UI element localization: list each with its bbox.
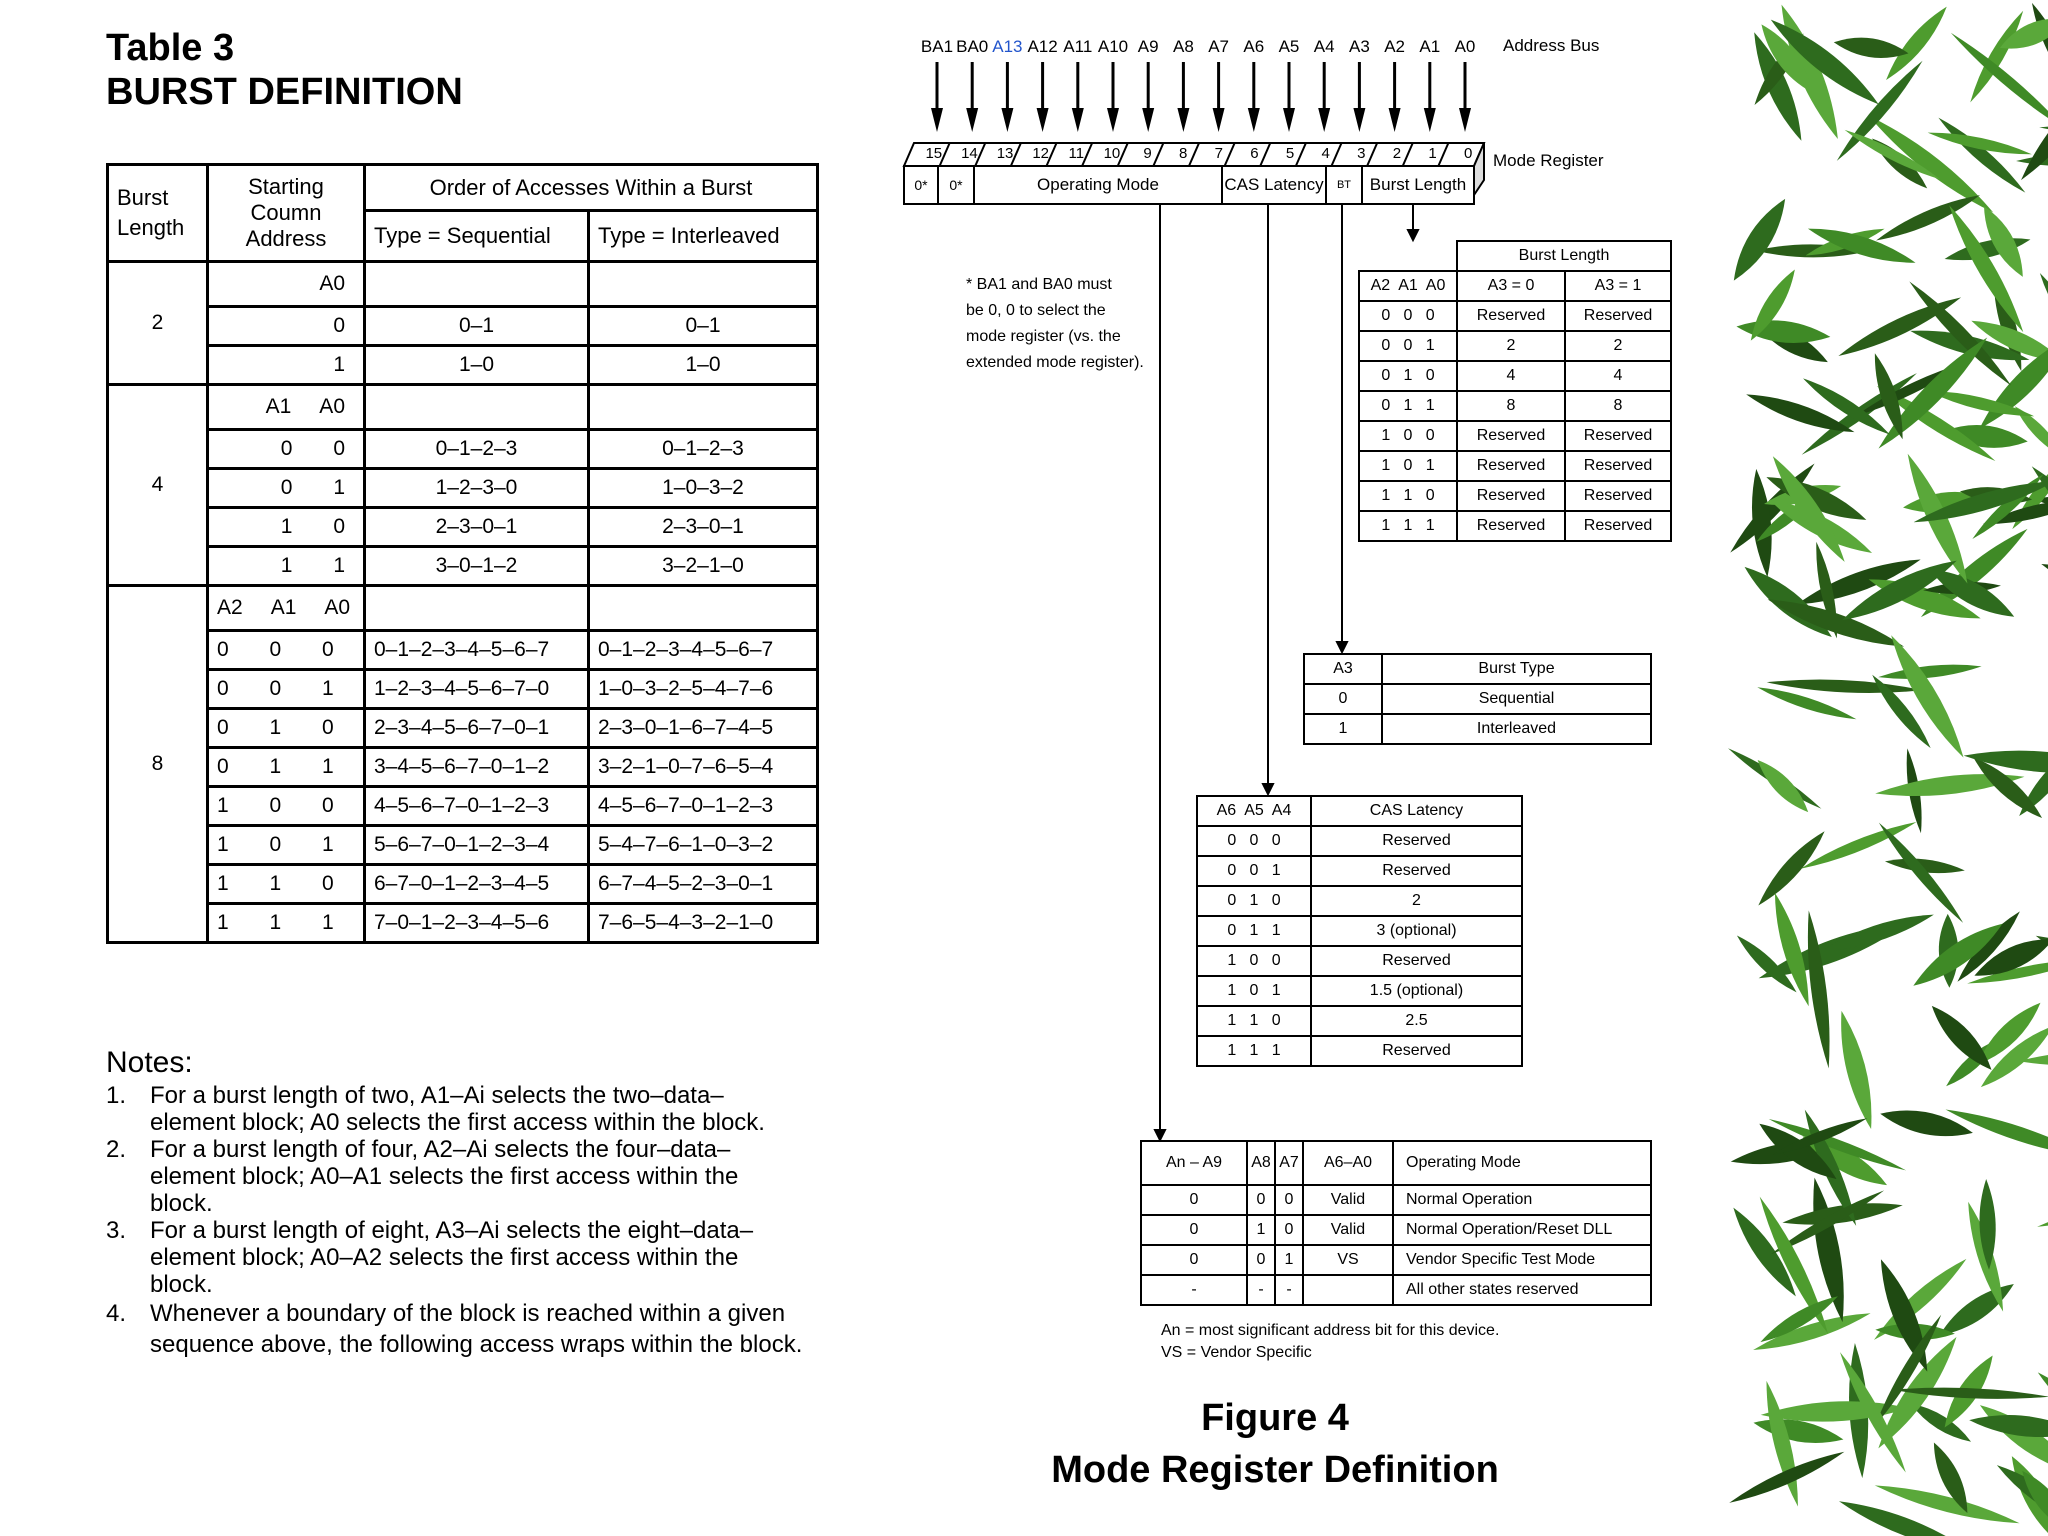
int-cell: 0–1–2–3–4–5–6–7 [589, 631, 818, 670]
addr-cell: 1 1 1 [208, 904, 365, 943]
bamboo-leaf [1871, 1255, 1937, 1375]
bit-number: 14 [961, 145, 978, 162]
col-header: A6–A0 [1303, 1141, 1393, 1185]
bus-pin-label: A12 [1027, 37, 1058, 56]
table-row [1141, 1245, 1651, 1275]
bit-number: 11 [1068, 145, 1085, 162]
table-row [1197, 1006, 1522, 1036]
bus-arrow-head [1177, 108, 1189, 132]
table-cell: 0 [1275, 1185, 1303, 1215]
bamboo-leaf [1752, 754, 1815, 818]
addr-cell: 1 0 [208, 508, 365, 547]
bus-arrow-head [931, 108, 943, 132]
table-cell: 4 [1457, 361, 1565, 391]
bus-pin-label: BA0 [956, 37, 989, 56]
bit-number: 15 [925, 145, 943, 162]
seq-cell: 0–1–2–3 [365, 430, 589, 469]
table-cell: Valid [1303, 1185, 1393, 1215]
bus-arrow-head [1213, 108, 1225, 132]
bamboo-leaf [1974, 1396, 2048, 1483]
table-cell: 1 0 1 [1197, 976, 1311, 1006]
int-cell: 0–1–2–3 [589, 430, 818, 469]
op-note-an: An = most significant address bit for this device. [1161, 1322, 1500, 1339]
bamboo-leaf [2035, 1181, 2048, 1233]
bus-arrow-head [1424, 108, 1436, 132]
table-cell: 1 [1304, 714, 1382, 744]
int-cell: 6–7–4–5–2–3–0–1 [589, 865, 818, 904]
field-bit14: 0* [949, 177, 963, 193]
table-cell: Vendor Specific Test Mode [1393, 1245, 1651, 1275]
bamboo-leaf [1878, 1103, 1975, 1144]
seq-cell: 2–3–0–1 [365, 508, 589, 547]
table-cell: - [1141, 1275, 1247, 1305]
col-header: Burst Type [1382, 654, 1651, 684]
table-cell: 0 1 1 [1359, 391, 1457, 421]
bamboo-leaf [2038, 554, 2048, 621]
seq-cell: 7–0–1–2–3–4–5–6 [365, 904, 589, 943]
table-cell: - [1247, 1275, 1275, 1305]
col-header: CAS Latency [1311, 796, 1522, 826]
table-row [1359, 421, 1671, 451]
bit-number: 2 [1392, 145, 1402, 162]
operating-mode-table [1140, 1140, 1652, 1306]
table-row [1359, 511, 1671, 541]
bus-arrow-head [1107, 108, 1119, 132]
table-cell: Reserved [1457, 451, 1565, 481]
table-row [1197, 1036, 1522, 1066]
table-cell: Normal Operation/Reset DLL [1393, 1215, 1651, 1245]
notes-title: Notes: [106, 1046, 193, 1079]
bit-number: 12 [1032, 145, 1050, 162]
addr-cell: 1 [208, 346, 365, 385]
table-row [1359, 301, 1671, 331]
int-cell: 1–0–3–2–5–4–7–6 [589, 670, 818, 709]
table-cell: 8 [1457, 391, 1565, 421]
note-number: 2. [106, 1136, 127, 1163]
bit-number: 8 [1179, 145, 1188, 162]
table3-title-line1: Table 3 [106, 27, 235, 69]
table-cell: Normal Operation [1393, 1185, 1651, 1215]
table-row [1359, 331, 1671, 361]
addr-cell: 1 0 1 [208, 826, 365, 865]
bus-arrow-head [1353, 108, 1365, 132]
table-cell: 0 1 0 [1359, 361, 1457, 391]
table-cell: Reserved [1565, 481, 1671, 511]
bus-pin-label: A9 [1137, 37, 1159, 56]
table-row [1141, 1215, 1651, 1245]
table-cell: 0 [1247, 1185, 1275, 1215]
table-row [1359, 361, 1671, 391]
addr-cell: 0 [208, 307, 365, 346]
table-row [1304, 684, 1651, 714]
seq-cell: 1–2–3–0 [365, 469, 589, 508]
bamboo-leaf [1875, 819, 1968, 926]
table-cell [1303, 1275, 1393, 1305]
table-cell: 0 [1275, 1215, 1303, 1245]
seq-cell: 5–6–7–0–1–2–3–4 [365, 826, 589, 865]
addr-header: A2 A1 A0 [208, 586, 365, 631]
table-row [1141, 1275, 1651, 1305]
bamboo-leaf [2026, 0, 2048, 94]
note-text: For a burst length of four, A2–Ai selects the four–data–element block; A0–A1 selects the first access within the block. [150, 1136, 739, 1217]
table-cell: 1 0 0 [1359, 421, 1457, 451]
burst-length-cell: 4 [108, 385, 208, 586]
int-cell: 2–3–0–1–6–7–4–5 [589, 709, 818, 748]
bus-pin-label: A2 [1384, 37, 1405, 56]
table-cell: 0 0 1 [1359, 331, 1457, 361]
int-cell: 0–1 [589, 307, 818, 346]
table-cell: 1.5 (optional) [1311, 976, 1522, 1006]
burst-length-table-title: Burst Length [1457, 241, 1671, 271]
addr-cell: 1 1 0 [208, 865, 365, 904]
bit-number: 6 [1250, 145, 1259, 162]
bus-arrow-head [1001, 108, 1013, 132]
bus-pin-label: A10 [1097, 37, 1129, 56]
table-cell: All other states reserved [1393, 1275, 1651, 1305]
table-cell: 0 0 0 [1197, 826, 1311, 856]
table-cell: 0 [1304, 684, 1382, 714]
table-cell: VS [1303, 1245, 1393, 1275]
field-cas-latency: CAS Latency [1224, 175, 1324, 194]
table-row [1304, 714, 1651, 744]
table-row [1197, 916, 1522, 946]
table-cell: 0 [1247, 1245, 1275, 1275]
bus-pin-label: A5 [1278, 37, 1300, 56]
header-sequential: Type = Sequential [365, 211, 589, 262]
seq-cell: 1–2–3–4–5–6–7–0 [365, 670, 589, 709]
field-operating-mode: Operating Mode [1037, 175, 1159, 194]
header-starting-address: Starting Coumn Address [208, 165, 365, 262]
bamboo-leaf [1963, 745, 2048, 778]
table-cell: - [1275, 1275, 1303, 1305]
header-order: Order of Accesses Within a Burst [365, 165, 818, 211]
bus-arrow-head [1283, 108, 1295, 132]
bus-pin-label: BA1 [920, 37, 954, 56]
table-cell: Reserved [1565, 451, 1671, 481]
table-cell: Valid [1303, 1215, 1393, 1245]
addr-cell: 0 1 [208, 469, 365, 508]
cas-latency-table [1196, 795, 1523, 1067]
bus-pin-label: A6 [1243, 37, 1265, 56]
addr-cell: 0 0 0 [208, 631, 365, 670]
header-interleaved: Type = Interleaved [589, 211, 818, 262]
table-cell: 0 [1141, 1215, 1247, 1245]
table-row [1197, 886, 1522, 916]
bit-number: 9 [1143, 145, 1152, 162]
field-bit15: 0* [914, 177, 928, 193]
addr-cell: 0 0 [208, 430, 365, 469]
bus-arrow-head [966, 108, 978, 132]
table-cell: Reserved [1311, 856, 1522, 886]
field-burst-length: Burst Length [1369, 175, 1467, 194]
bus-arrows [931, 62, 1471, 132]
addr-cell: 0 1 1 [208, 748, 365, 787]
table-cell: 2 [1565, 331, 1671, 361]
bamboo-leaf [1880, 2, 1953, 85]
burst-length-cell: 8 [108, 586, 208, 943]
int-cell: 1–0–3–2 [589, 469, 818, 508]
bus-pin-label: A4 [1313, 37, 1335, 56]
int-cell: 4–5–6–7–0–1–2–3 [589, 787, 818, 826]
table-cell: 1 1 1 [1197, 1036, 1311, 1066]
table-cell: 1 1 0 [1359, 481, 1457, 511]
seq-cell: 2–3–4–5–6–7–0–1 [365, 709, 589, 748]
table-cell: 8 [1565, 391, 1671, 421]
bus-arrow-head [1072, 108, 1084, 132]
bus-pin-label: A7 [1208, 37, 1229, 56]
table-cell: 1 0 0 [1197, 946, 1311, 976]
int-cell: 3–2–1–0 [589, 547, 818, 586]
figure4-title [1020, 1395, 1530, 1493]
bus-pin-label: A3 [1348, 37, 1370, 56]
seq-cell: 6–7–0–1–2–3–4–5 [365, 865, 589, 904]
bus-pin-label: A8 [1172, 37, 1194, 56]
table-cell: 1 1 0 [1197, 1006, 1311, 1036]
col-header: A3 = 0 [1457, 271, 1565, 301]
note-text: For a burst length of eight, A3–Ai selects the eight–data–element block; A0–A2 selects the first access within the block. [150, 1217, 754, 1298]
table3-title-line2: BURST DEFINITION [106, 71, 463, 113]
figure4-title-line2: Mode Register Definition [1051, 1449, 1499, 1491]
note-text: For a burst length of two, A1–Ai selects the two–data–element block; A0 selects the first access within the block. [150, 1082, 765, 1136]
table-cell: 0 0 0 [1359, 301, 1457, 331]
table-cell: 3 (optional) [1311, 916, 1522, 946]
table-cell: 1 1 1 [1359, 511, 1457, 541]
bus-arrow-head [1037, 108, 1049, 132]
table-cell: Reserved [1565, 301, 1671, 331]
op-table-notes [1161, 1320, 1499, 1364]
table-cell: Reserved [1457, 481, 1565, 511]
table-cell: Reserved [1457, 421, 1565, 451]
col-header: A7 [1275, 1141, 1303, 1185]
bit-number: 0 [1464, 145, 1473, 162]
seq-cell: 0–1–2–3–4–5–6–7 [365, 631, 589, 670]
table-cell: 0 1 0 [1197, 886, 1311, 916]
table-cell: Interleaved [1382, 714, 1651, 744]
table-cell: Reserved [1311, 946, 1522, 976]
bamboo-decoration-image [1688, 0, 2048, 1536]
burst-length-table [1358, 240, 1672, 542]
table-cell: Reserved [1457, 511, 1565, 541]
int-cell: 7–6–5–4–3–2–1–0 [589, 904, 818, 943]
addr-header: A0 [208, 262, 365, 307]
burst-length-cell: 2 [108, 262, 208, 385]
table-row [1197, 976, 1522, 1006]
bus-arrow-head [1389, 108, 1401, 132]
table-cell: Reserved [1311, 826, 1522, 856]
header-burst-length: Burst Length [108, 165, 208, 262]
bamboo-leaf [1864, 109, 1999, 219]
burst-type-table [1303, 653, 1652, 745]
col-header: A8 [1247, 1141, 1275, 1185]
int-cell: 3–2–1–0–7–6–5–4 [589, 748, 818, 787]
table-cell: 2 [1311, 886, 1522, 916]
bit-number: 10 [1103, 145, 1121, 162]
bus-pin-label: A0 [1454, 37, 1476, 56]
col-header: Operating Mode [1393, 1141, 1651, 1185]
col-header: An – A9 [1141, 1141, 1247, 1185]
table-cell: 0 0 1 [1197, 856, 1311, 886]
mode-register-label: Mode Register [1493, 151, 1604, 170]
bus-arrow-head [1142, 108, 1154, 132]
bamboo-leaf [2036, 270, 2048, 345]
table-cell: Sequential [1382, 684, 1651, 714]
table-cell: 0 [1141, 1185, 1247, 1215]
address-bus-label: Address Bus [1503, 36, 1600, 55]
table-row [1197, 856, 1522, 886]
int-cell: 1–0 [589, 346, 818, 385]
table-cell: 1 [1275, 1245, 1303, 1275]
bamboo-leaf [1832, 1009, 1880, 1132]
table-row [1197, 946, 1522, 976]
note-text: Whenever a boundary of the block is reached within a given sequence above, the following access wraps within the block. [150, 1300, 803, 1358]
col-header: A3 = 1 [1565, 271, 1671, 301]
seq-cell: 4–5–6–7–0–1–2–3 [365, 787, 589, 826]
table-cell: Reserved [1457, 301, 1565, 331]
int-cell: 2–3–0–1 [589, 508, 818, 547]
seq-cell: 0–1 [365, 307, 589, 346]
addr-cell: 0 0 1 [208, 670, 365, 709]
bus-arrow-head [1248, 108, 1260, 132]
table-row [1359, 451, 1671, 481]
table-cell: Reserved [1311, 1036, 1522, 1066]
col-header: A2 A1 A0 [1359, 271, 1457, 301]
table-row [1141, 1185, 1651, 1215]
table-cell: 2 [1457, 331, 1565, 361]
bus-pin-label: A11 [1063, 37, 1093, 56]
bus-arrow-head [1459, 108, 1471, 132]
table-row [1359, 391, 1671, 421]
bit-number: 7 [1214, 145, 1223, 162]
note-number: 1. [106, 1082, 127, 1109]
addr-cell: 1 0 0 [208, 787, 365, 826]
bus-arrow-head [1318, 108, 1330, 132]
table-cell: Reserved [1565, 421, 1671, 451]
bit-number: 13 [996, 145, 1014, 162]
seq-cell: 3–0–1–2 [365, 547, 589, 586]
bus-pin-label: A13 [992, 37, 1023, 56]
bamboo-leaf [1907, 915, 2008, 994]
note-number: 3. [106, 1217, 127, 1244]
table-cell: 1 [1247, 1215, 1275, 1245]
addr-cell: 0 1 0 [208, 709, 365, 748]
bit-number: 4 [1321, 145, 1330, 162]
bamboo-leaf [1752, 826, 1830, 911]
bamboo-leaf [1725, 193, 1795, 286]
field-burst-type: BT [1336, 179, 1352, 191]
bus-pin-label: A1 [1419, 37, 1441, 56]
register-footnote: * BA1 and BA0 must be 0, 0 to select the mode register (vs. the extended mode register). [966, 276, 1144, 371]
bit-number: 5 [1285, 145, 1295, 162]
int-cell: 5–4–7–6–1–0–3–2 [589, 826, 818, 865]
op-note-vs: VS = Vendor Specific [1161, 1344, 1312, 1361]
table-cell: 0 [1141, 1245, 1247, 1275]
table-cell: 1 0 1 [1359, 451, 1457, 481]
table-row [1197, 826, 1522, 856]
table-cell: Reserved [1565, 511, 1671, 541]
table-cell: 2.5 [1311, 1006, 1522, 1036]
addr-cell: 1 1 [208, 547, 365, 586]
bamboo-leaf [1878, 660, 1983, 683]
table-cell: 0 1 1 [1197, 916, 1311, 946]
seq-cell: 1–0 [365, 346, 589, 385]
bit-number: 1 [1428, 145, 1437, 162]
addr-header: A1 A0 [208, 385, 365, 430]
note-number: 4. [106, 1300, 127, 1327]
seq-cell: 3–4–5–6–7–0–1–2 [365, 748, 589, 787]
figure4-title-line1: Figure 4 [1201, 1397, 1349, 1439]
col-header: A6 A5 A4 [1197, 796, 1311, 826]
table-cell: 4 [1565, 361, 1671, 391]
col-header: A3 [1304, 654, 1382, 684]
bit-number: 3 [1357, 145, 1366, 162]
table-row [1359, 481, 1671, 511]
